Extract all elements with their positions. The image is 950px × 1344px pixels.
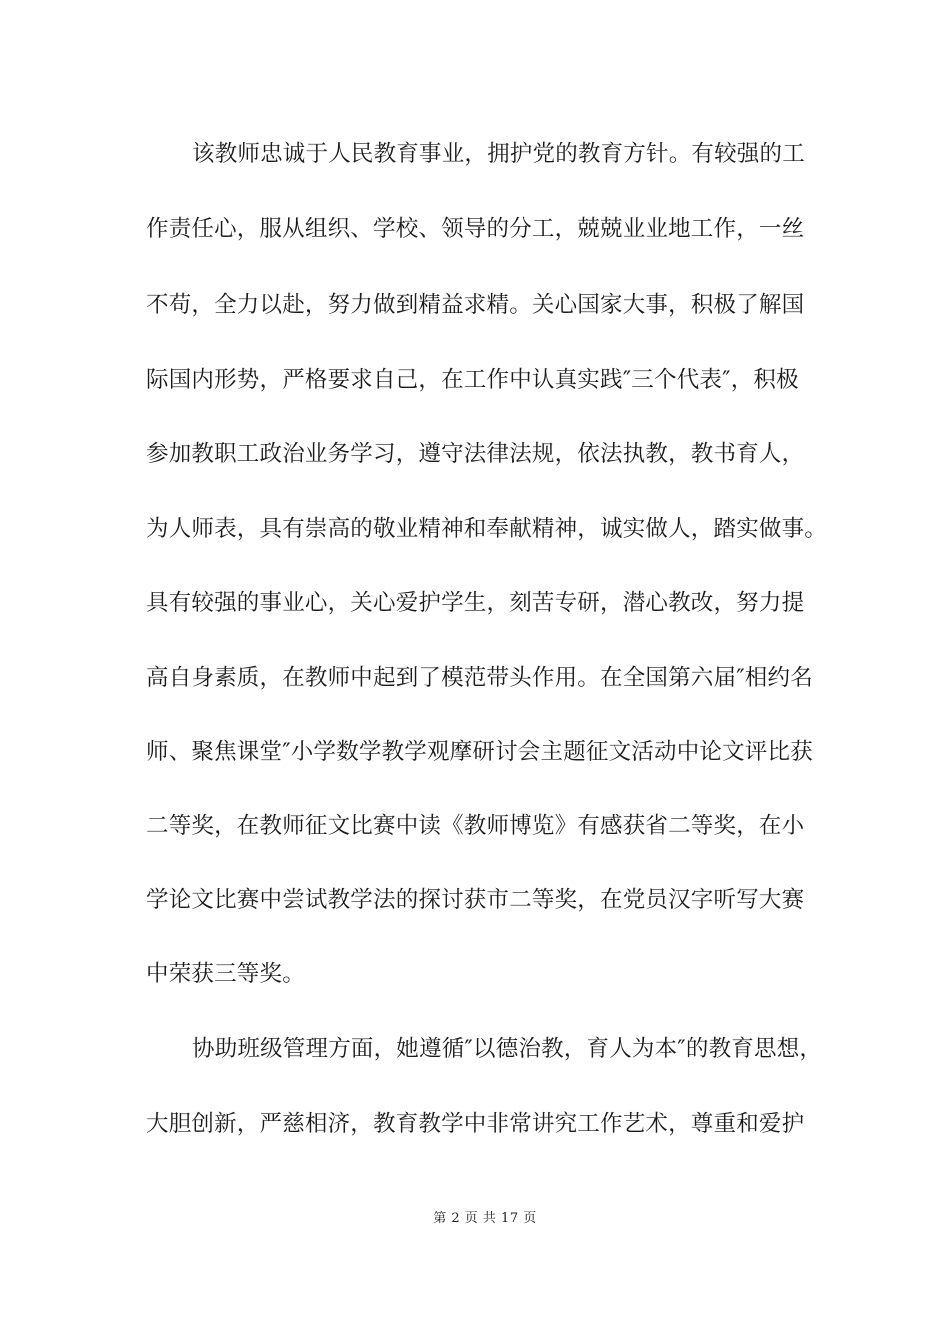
paragraph-line: 不苟，全力以赴，努力做到精益求精。关心国家大事，积极了解国 <box>146 292 805 318</box>
paragraph-line: 协助班级管理方面，她遵循″以德治教，育人为本″的教育思想， <box>192 1036 823 1062</box>
paragraph-line: 大胆创新，严慈相济，教育教学中非常讲究工作艺术，尊重和爱护 <box>146 1111 805 1137</box>
paragraph-line: 高自身素质，在教师中起到了模范带头作用。在全国第六届″相约名 <box>146 665 813 691</box>
paragraph-line: 为人师表，具有崇高的敬业精神和奉献精神，诚实做人，踏实做事。 <box>146 516 828 542</box>
page-footer <box>0 1210 950 1228</box>
paragraph-line: 该教师忠诚于人民教育事业，拥护党的教育方针。有较强的工 <box>192 141 805 167</box>
paragraph-line: 作责任心，服从组织、学校、领导的分工，兢兢业业地工作，一丝 <box>146 216 805 242</box>
paragraph-line: 二等奖，在教师征文比赛中读《教师博览》有感获省二等奖，在小 <box>146 813 805 839</box>
paragraph-line: 际国内形势，严格要求自己，在工作中认真实践″三个代表″，积极 <box>146 367 799 393</box>
paragraph-line: 参加教职工政治业务学习，遵守法律法规，依法执教，教书育人， <box>146 441 805 467</box>
paragraph-line: 具有较强的事业心，关心爱护学生，刻苦专研，潜心教改，努力提 <box>146 590 805 616</box>
paragraph-line: 师、聚焦课堂″小学数学教学观摩研讨会主题征文活动中论文评比获 <box>146 739 813 765</box>
page-number: 第 2 页 共 17 页 <box>433 1211 537 1226</box>
paragraph-line: 中荣获三等奖。 <box>146 961 305 987</box>
paragraph-line: 学论文比赛中尝试教学法的探讨获市二等奖，在党员汉字听写大赛 <box>146 887 805 913</box>
